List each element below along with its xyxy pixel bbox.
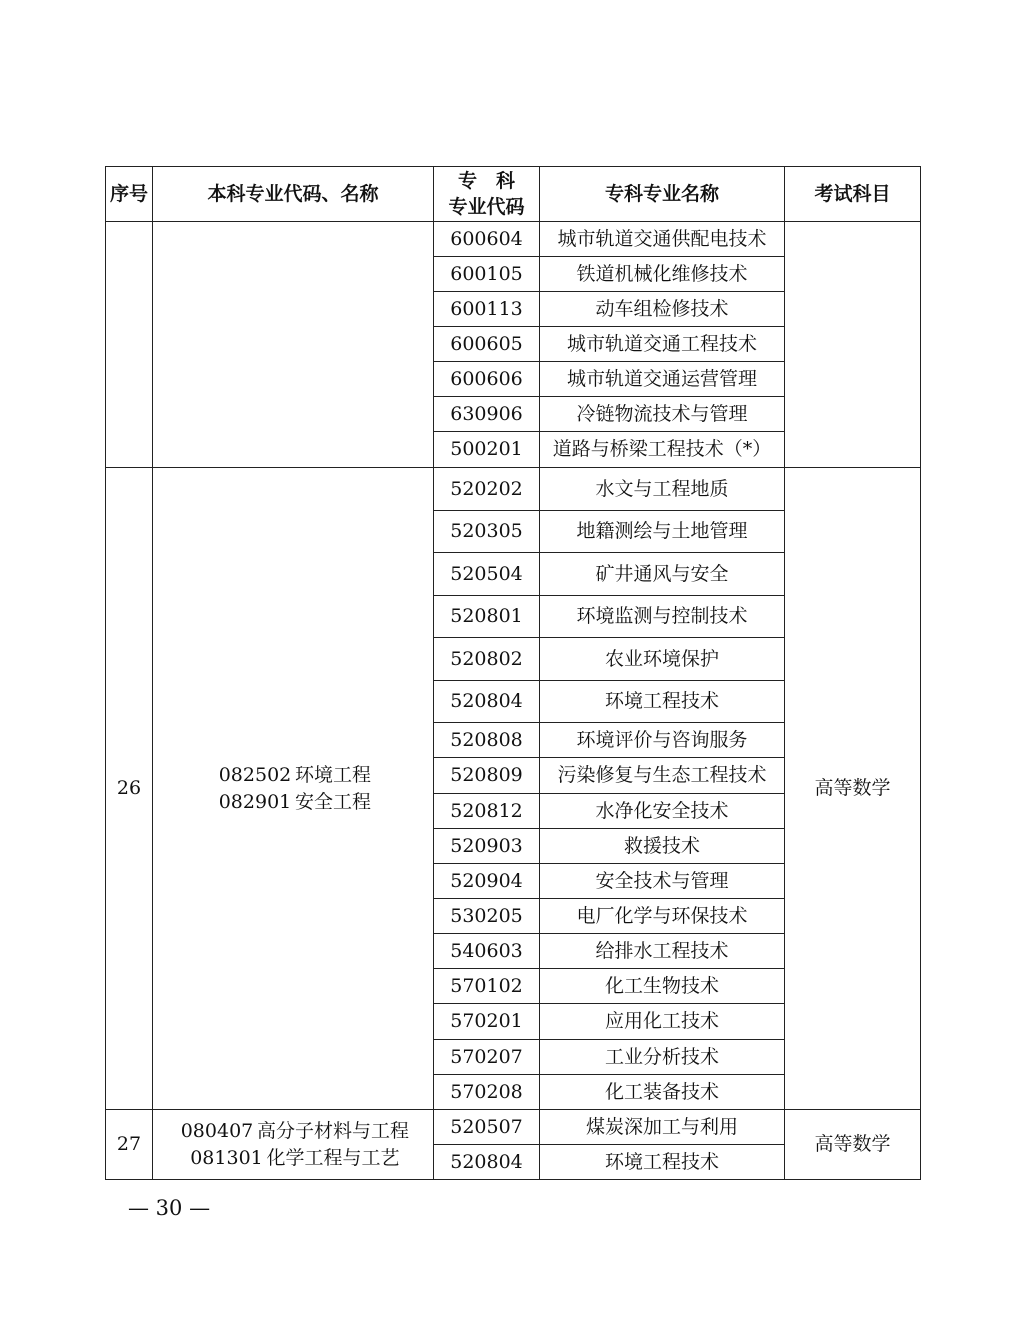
seq-cell-27: 27 [106, 1110, 153, 1180]
header-code-line2: 专业代码 [448, 196, 525, 218]
name-cell: 环境工程技术 [540, 1145, 785, 1180]
page-number: — 30 — [128, 1196, 211, 1220]
header-seq: 序号 [106, 167, 153, 222]
undergrad-cell-26 [153, 468, 434, 1110]
undergrad-major-code: 081301 [190, 1146, 263, 1169]
name-cell: 地籍测绘与土地管理 [540, 511, 785, 553]
undergrad-major-name: 安全工程 [294, 790, 371, 813]
code-cell: 520507 [434, 1110, 540, 1145]
code-cell: 520903 [434, 829, 540, 864]
name-cell: 城市轨道交通运营管理 [540, 362, 785, 397]
code-cell: 500201 [434, 432, 540, 468]
undergrad-major [153, 762, 433, 789]
code-cell: 520802 [434, 638, 540, 681]
seq-cell-26: 26 [106, 468, 153, 1110]
name-cell: 化工装备技术 [540, 1075, 785, 1110]
undergrad-major-name: 高分子材料与工程 [256, 1119, 409, 1142]
name-cell: 应用化工技术 [540, 1004, 785, 1040]
name-cell: 救援技术 [540, 829, 785, 864]
undergrad-major [153, 1145, 433, 1172]
name-cell: 煤炭深加工与利用 [540, 1110, 785, 1145]
name-cell: 化工生物技术 [540, 969, 785, 1004]
name-cell: 冷链物流技术与管理 [540, 397, 785, 432]
code-cell: 600605 [434, 327, 540, 362]
header-exam: 考试科目 [785, 167, 921, 222]
table-row [106, 1110, 921, 1145]
code-cell: 600604 [434, 222, 540, 257]
header-code [434, 167, 540, 222]
name-cell: 农业环境保护 [540, 638, 785, 681]
header-name: 专科专业名称 [540, 167, 785, 222]
name-cell: 安全技术与管理 [540, 864, 785, 899]
undergrad-major-name: 环境工程 [294, 763, 371, 786]
name-cell: 水净化安全技术 [540, 794, 785, 829]
seq-cell-prev [106, 222, 153, 468]
name-cell: 环境监测与控制技术 [540, 596, 785, 638]
code-cell: 520504 [434, 553, 540, 596]
code-cell: 600105 [434, 257, 540, 292]
undergrad-major [153, 789, 433, 816]
name-cell: 工业分析技术 [540, 1040, 785, 1075]
code-cell: 520804 [434, 1145, 540, 1180]
name-cell: 环境评价与咨询服务 [540, 723, 785, 758]
code-cell: 520808 [434, 723, 540, 758]
name-cell: 城市轨道交通工程技术 [540, 327, 785, 362]
name-cell: 电厂化学与环保技术 [540, 899, 785, 934]
majors-table [105, 166, 921, 1180]
name-cell: 污染修复与生态工程技术 [540, 758, 785, 794]
name-cell: 动车组检修技术 [540, 292, 785, 327]
undergrad-major-code: 082502 [218, 763, 292, 786]
undergrad-major [153, 1118, 433, 1145]
undergrad-major-name: 化学工程与工艺 [266, 1146, 400, 1169]
undergrad-cell-27 [153, 1110, 434, 1180]
name-cell: 城市轨道交通供配电技术 [540, 222, 785, 257]
code-cell: 520812 [434, 794, 540, 829]
code-cell: 520305 [434, 511, 540, 553]
code-cell: 600113 [434, 292, 540, 327]
code-cell: 520904 [434, 864, 540, 899]
name-cell: 给排水工程技术 [540, 934, 785, 969]
code-cell: 570207 [434, 1040, 540, 1075]
code-cell: 520804 [434, 681, 540, 723]
exam-cell-27: 高等数学 [785, 1110, 921, 1180]
table-row [106, 222, 921, 257]
exam-cell-prev [785, 222, 921, 468]
code-cell: 520809 [434, 758, 540, 794]
header-code-line1: 专 科 [457, 170, 515, 192]
code-cell: 570102 [434, 969, 540, 1004]
name-cell: 水文与工程地质 [540, 468, 785, 511]
undergrad-major-code: 080407 [180, 1119, 254, 1142]
exam-cell-26: 高等数学 [785, 468, 921, 1110]
code-cell: 630906 [434, 397, 540, 432]
code-cell: 540603 [434, 934, 540, 969]
code-cell: 520202 [434, 468, 540, 511]
header-row [106, 167, 921, 222]
name-cell: 矿井通风与安全 [540, 553, 785, 596]
code-cell: 530205 [434, 899, 540, 934]
undergrad-cell-prev [153, 222, 434, 468]
header-undergrad: 本科专业代码、名称 [153, 167, 434, 222]
code-cell: 570201 [434, 1004, 540, 1040]
table-row [106, 468, 921, 511]
code-cell: 520801 [434, 596, 540, 638]
name-cell: 环境工程技术 [540, 681, 785, 723]
name-cell: 铁道机械化维修技术 [540, 257, 785, 292]
code-cell: 600606 [434, 362, 540, 397]
code-cell: 570208 [434, 1075, 540, 1110]
name-cell: 道路与桥梁工程技术（*） [540, 432, 785, 468]
undergrad-major-code: 082901 [218, 790, 292, 813]
